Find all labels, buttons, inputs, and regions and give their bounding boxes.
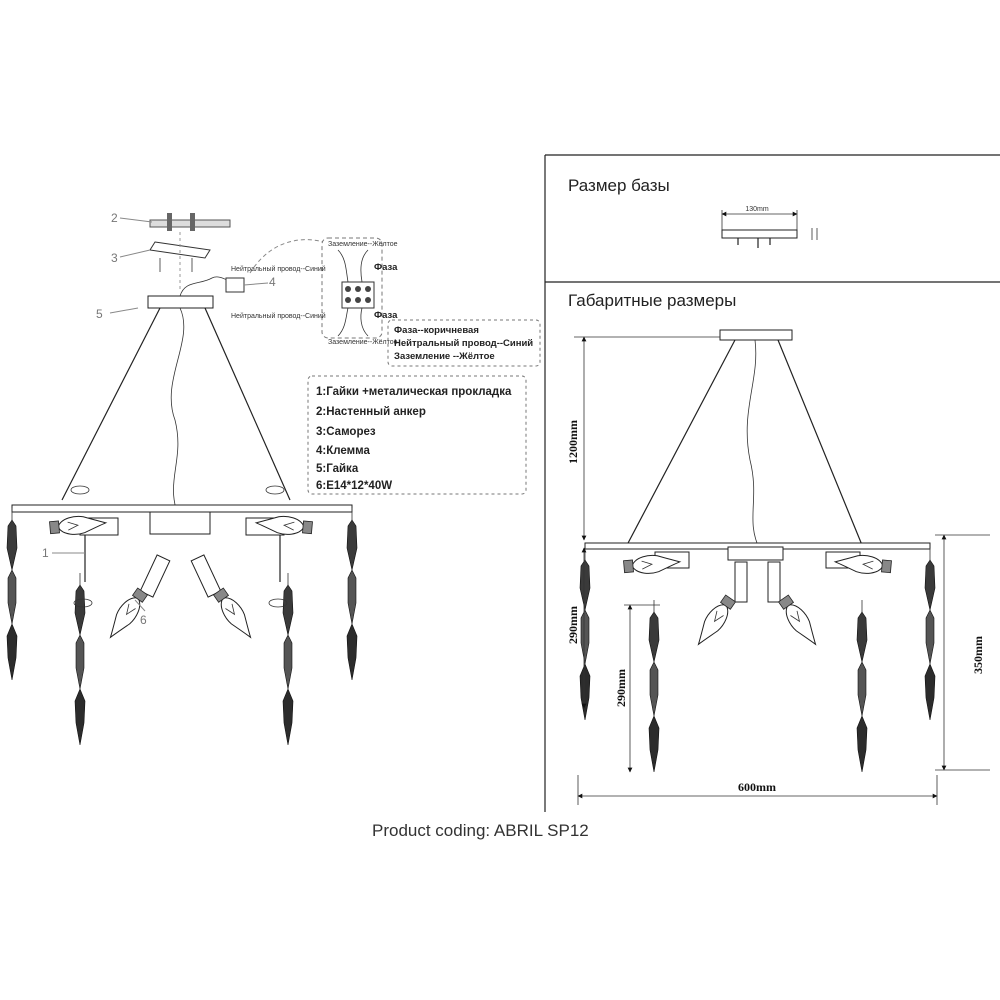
wire-label-ground-top: Заземление--Жёлтое [328,241,398,248]
product-coding: Product coding: ABRIL SP12 [372,821,589,840]
wire-label-phase-top: Фаза [374,262,398,273]
wire-label-phase-bottom: Фаза [374,310,398,321]
assembly-drawing [7,213,540,745]
dim-width: 600mm [738,780,776,794]
parts-legend-item-5: 5:Гайка [316,463,359,475]
wire-legend-ground: Заземление --Жёлтое [394,351,495,362]
wire-legend-phase: Фаза--коричневая [394,325,479,336]
wire-legend-neutral: Нейтральный провод--Синий [394,338,534,349]
parts-legend-item-1: 1:Гайки +металическая прокладка [316,386,512,398]
dim-drop-inner: 290mm [614,669,628,707]
callout-2: 2 [111,211,118,225]
callout-3: 3 [111,251,118,265]
base-width-label: 130mm [745,206,769,213]
overall-dimensions-panel [566,291,990,805]
parts-legend-item-3: 3:Саморез [316,426,376,438]
base-plate-drawing [722,210,817,248]
wire-label-neutral-top: Нейтральный провод--Синий [231,266,326,273]
base-size-panel [568,176,817,248]
callout-5: 5 [96,307,103,321]
callout-1: 1 [42,546,49,560]
dim-drop-left: 290mm [566,606,580,644]
wire-label-ground-bottom: Заземление--Жёлтое [328,339,398,346]
parts-legend-item-6: 6:E14*12*40W [316,480,393,492]
chandelier-side-view [580,330,935,772]
panel-frame [545,155,1000,812]
callout-4: 4 [269,275,276,289]
wire-label-neutral-bottom: Нейтральный провод--Синий [231,313,326,320]
parts-legend-item-4: 4:Клемма [316,445,370,457]
base-size-title: Размер базы [568,176,670,195]
callout-6: 6 [140,613,147,627]
dim-height-total: 1200mm [566,420,580,464]
dim-drop-right: 350mm [971,636,985,674]
parts-legend-item-2: 2:Настенный анкер [316,406,426,418]
overall-dimensions-title: Габаритные размеры [568,291,737,310]
